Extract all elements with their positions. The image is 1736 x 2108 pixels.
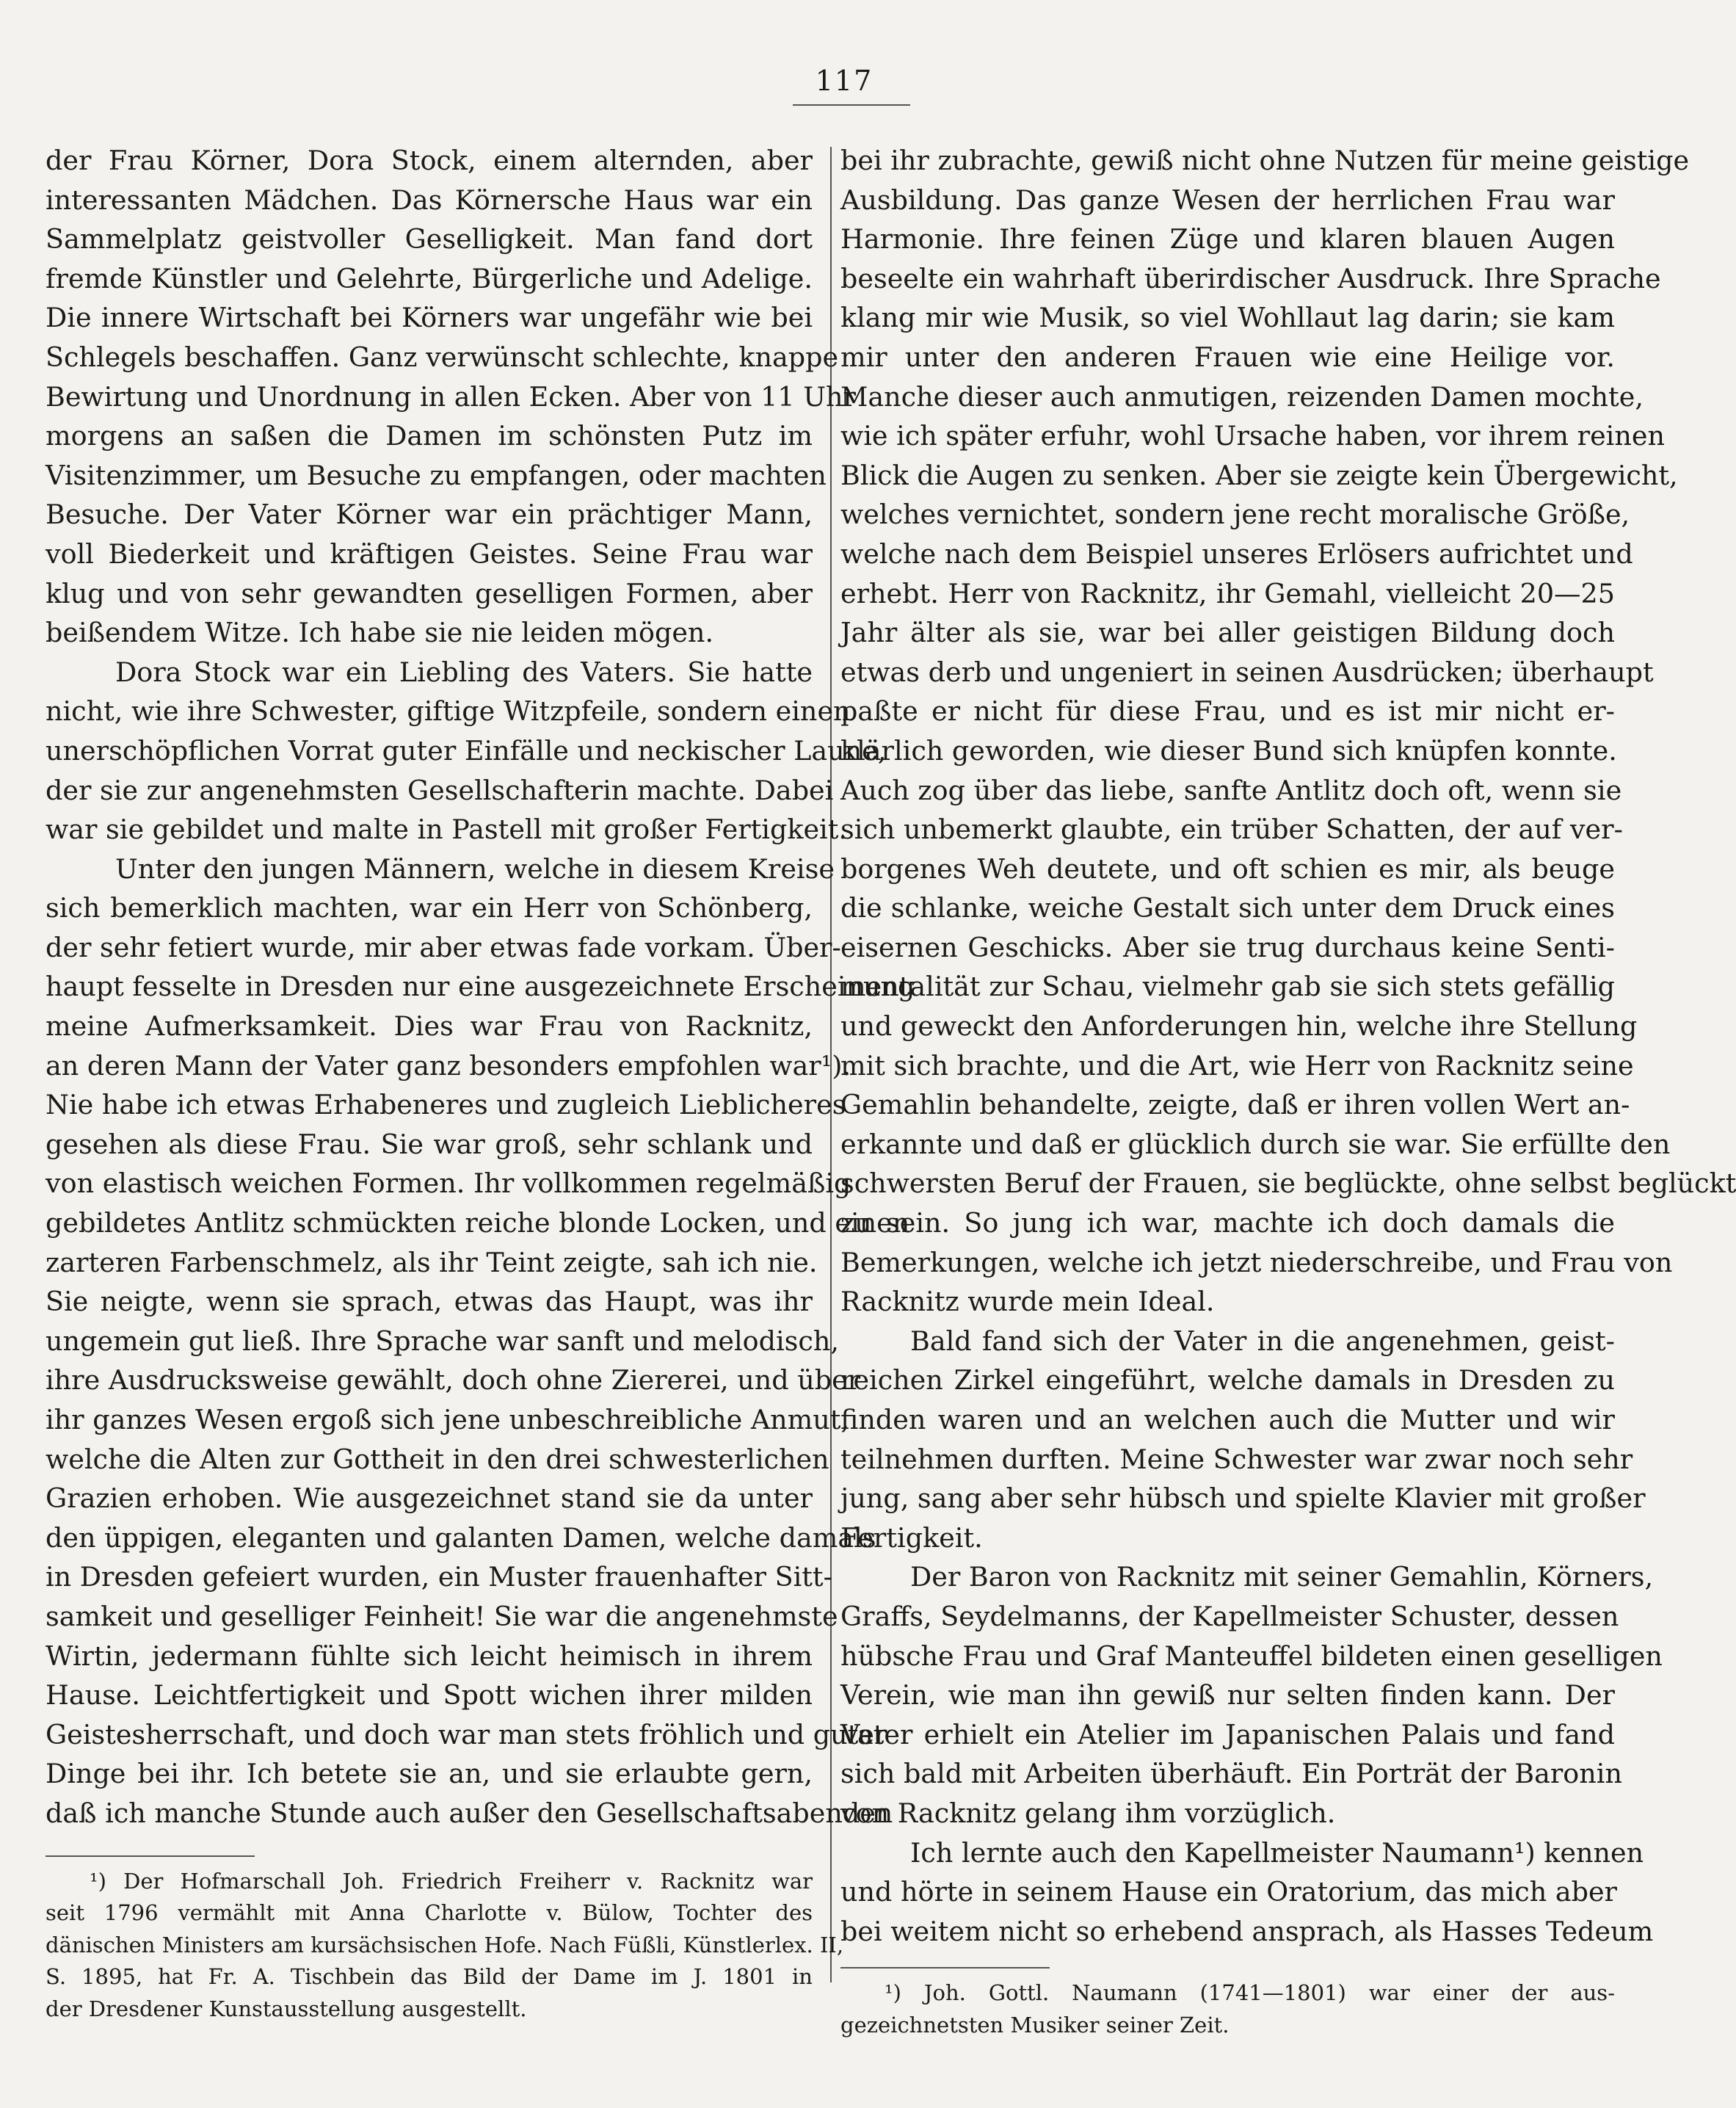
text-line: der Frau Körner, Dora Stock, einem alternden, aber bbox=[46, 145, 813, 176]
text-line: borgenes Weh deutete, und oft schien es mir, als beuge bbox=[840, 852, 1615, 885]
text-line: mentalität zur Schau, vielmehr gab sie sich stets gefällig bbox=[840, 971, 1615, 1003]
text-line: ihr ganzes Wesen ergoß sich jene unbeschreibliche Anmut, bbox=[46, 1404, 850, 1435]
text-line: war sie gebildet und malte in Pastell mit großer Fertigkeit. bbox=[46, 814, 848, 846]
text-line: ungemein gut ließ. Ihre Sprache war sanft und melodisch, bbox=[46, 1325, 839, 1357]
text-line: und geweckt den Anforderungen hin, welche ihre Stellung bbox=[840, 1010, 1638, 1043]
text-line: und hörte in seinem Hause ein Oratorium, das mich aber bbox=[840, 1876, 1618, 1908]
text-line: haupt fesselte in Dresden nur eine ausgezeichnete Erscheinung bbox=[46, 971, 915, 1003]
text-line: Bemerkungen, welche ich jetzt niederschreibe, und Frau von bbox=[840, 1246, 1673, 1278]
page-number-rule bbox=[793, 104, 910, 106]
text-line: den üppigen, eleganten und galanten Damen, welche damals bbox=[46, 1521, 876, 1554]
text-line: der sie zur angenehmsten Gesellschafterin machte. Dabei bbox=[46, 774, 834, 806]
text-line: von elastisch weichen Formen. Ihr vollkommen regelmäßig bbox=[46, 1167, 851, 1200]
text-line: an deren Mann der Vater ganz besonders empfohlen war¹). bbox=[46, 1049, 851, 1082]
right-column bbox=[840, 141, 1736, 2041]
text-line: von Racknitz gelang ihm vorzüglich. bbox=[840, 1797, 1336, 1829]
text-line: Bald fand sich der Vater in die angenehmen, geist- bbox=[910, 1325, 1615, 1357]
footnote-line: S. 1895, hat Fr. A. Tischbein das Bild der Dame im J. 1801 in bbox=[46, 1964, 813, 1990]
text-line: morgens an saßen die Damen im schönsten Putz im bbox=[46, 420, 813, 452]
text-line: Hause. Leichtfertigkeit und Spott wichen ihrer milden bbox=[46, 1679, 813, 1712]
text-line: zu sein. So jung ich war, machte ich doch damals die bbox=[840, 1207, 1615, 1239]
text-line: voll Biederkeit und kräftigen Geistes. Seine Frau war bbox=[46, 537, 813, 570]
text-line: klug und von sehr gewandten geselligen Formen, aber bbox=[46, 577, 813, 609]
text-line: teilnehmen durften. Meine Schwester war zwar noch sehr bbox=[840, 1443, 1633, 1475]
footnote-line: gezeichnetsten Musiker seiner Zeit. bbox=[840, 2012, 1230, 2038]
text-line: interessanten Mädchen. Das Körnersche Haus war ein bbox=[46, 184, 813, 216]
text-line: erhebt. Herr von Racknitz, ihr Gemahl, vielleicht 20—25 bbox=[840, 577, 1615, 609]
text-line: Gemahlin behandelte, zeigte, daß er ihren vollen Wert an- bbox=[840, 1089, 1630, 1121]
text-line: Unter den jungen Männern, welche in diesem Kreise bbox=[115, 852, 835, 885]
text-line: Graffs, Seydelmanns, der Kapellmeister Schuster, dessen bbox=[840, 1600, 1619, 1632]
text-line: etwas derb und ungeniert in seinen Ausdrücken; überhaupt bbox=[840, 656, 1654, 688]
text-line: meine Aufmerksamkeit. Dies war Frau von Racknitz, bbox=[46, 1010, 813, 1043]
text-line: Nie habe ich etwas Erhabeneres und zugleich Lieblicheres bbox=[46, 1089, 846, 1121]
text-line: Verein, wie man ihn gewiß nur selten finden kann. Der bbox=[840, 1679, 1615, 1712]
text-line: paßte er nicht für diese Frau, und es ist mir nicht er- bbox=[840, 695, 1615, 728]
text-line: Vater erhielt ein Atelier im Japanischen Palais und fand bbox=[840, 1718, 1615, 1750]
text-line: Der Baron von Racknitz mit seiner Gemahlin, Körners, bbox=[910, 1561, 1654, 1593]
text-line: schwersten Beruf der Frauen, sie beglückte, ohne selbst beglückt bbox=[840, 1167, 1736, 1200]
text-line: Bewirtung und Unordnung in allen Ecken. Aber von 11 Uhr bbox=[46, 380, 856, 413]
text-line: Die innere Wirtschaft bei Körners war ungefähr wie bei bbox=[46, 302, 813, 334]
text-line: Wirtin, jedermann fühlte sich leicht heimisch in ihrem bbox=[46, 1640, 813, 1672]
footnote-line: dänischen Ministers am kursächsischen Hofe. Nach Füßli, Künstlerlex. II, bbox=[46, 1932, 844, 1957]
text-line: finden waren und an welchen auch die Mutter und wir bbox=[840, 1404, 1615, 1435]
text-line: bei weitem nicht so erhebend ansprach, als Hasses Tedeum bbox=[840, 1915, 1654, 1947]
page-number: 117 bbox=[815, 65, 874, 97]
text-line: jung, sang aber sehr hübsch und spielte Klavier mit großer bbox=[840, 1482, 1646, 1515]
text-line: Schlegels beschaffen. Ganz verwünscht schlechte, knappe bbox=[46, 341, 839, 373]
footnote-rule bbox=[840, 1967, 1050, 1968]
text-line: Harmonie. Ihre feinen Züge und klaren blauen Augen bbox=[840, 223, 1615, 256]
text-line: beseelte ein wahrhaft überirdischer Ausdruck. Ihre Sprache bbox=[840, 262, 1661, 294]
text-line: Sie neigte, wenn sie sprach, etwas das Haupt, was ihr bbox=[46, 1286, 813, 1318]
text-line: zarteren Farbenschmelz, als ihr Teint zeigte, sah ich nie. bbox=[46, 1246, 818, 1278]
text-line: daß ich manche Stunde auch außer den Gesellschaftsabenden bbox=[46, 1797, 893, 1829]
left-column bbox=[46, 141, 915, 2025]
text-line: reichen Zirkel eingeführt, welche damals in Dresden zu bbox=[840, 1364, 1615, 1397]
text-line: mir unter den anderen Frauen wie eine Heilige vor. bbox=[840, 341, 1615, 373]
text-line: samkeit und geselliger Feinheit! Sie war die angenehmste bbox=[46, 1600, 838, 1632]
text-line: mit sich brachte, und die Art, wie Herr von Racknitz seine bbox=[840, 1049, 1634, 1082]
footnote-line: ¹) Der Hofmarschall Joh. Friedrich Freiherr v. Racknitz war bbox=[90, 1868, 813, 1894]
text-line: Visitenzimmer, um Besuche zu empfangen, oder machten bbox=[46, 459, 827, 491]
text-line: welche nach dem Beispiel unseres Erlösers aufrichtet und bbox=[840, 537, 1633, 570]
text-line: hübsche Frau und Graf Manteuffel bildeten einen geselligen bbox=[840, 1640, 1663, 1672]
text-line: Jahr älter als sie, war bei aller geistigen Bildung doch bbox=[840, 617, 1615, 649]
text-line: Racknitz wurde mein Ideal. bbox=[840, 1286, 1215, 1318]
text-line: Grazien erhoben. Wie ausgezeichnet stand sie da unter bbox=[46, 1482, 813, 1515]
text-line: Geistesherrschaft, und doch war man stets fröhlich und guter bbox=[46, 1718, 887, 1750]
text-line: Sammelplatz geistvoller Geselligkeit. Man fand dort bbox=[46, 223, 813, 256]
text-line: ihre Ausdrucksweise gewählt, doch ohne Ziererei, und über bbox=[46, 1364, 861, 1397]
text-line: eisernen Geschicks. Aber sie trug durchaus keine Senti- bbox=[840, 931, 1615, 963]
text-line: welche die Alten zur Gottheit in den drei schwesterlichen bbox=[46, 1443, 829, 1475]
text-line: Ausbildung. Das ganze Wesen der herrlichen Frau war bbox=[840, 184, 1615, 216]
footnote-line: seit 1796 vermählt mit Anna Charlotte v. Bülow, Tochter des bbox=[46, 1900, 813, 1926]
text-line: Besuche. Der Vater Körner war ein prächtiger Mann, bbox=[46, 499, 813, 531]
text-line: klärlich geworden, wie dieser Bund sich knüpfen konnte. bbox=[840, 734, 1617, 767]
text-line: bei ihr zubrachte, gewiß nicht ohne Nutzen für meine geistige bbox=[840, 145, 1690, 176]
text-line: sich unbemerkt glaubte, ein trüber Schatten, der auf ver- bbox=[840, 814, 1623, 846]
text-line: Blick die Augen zu senken. Aber sie zeigte kein Übergewicht, bbox=[840, 459, 1678, 491]
text-line: Ich lernte auch den Kapellmeister Naumann¹) kennen bbox=[910, 1836, 1644, 1869]
text-line: gebildetes Antlitz schmückten reiche blonde Locken, und einen bbox=[46, 1207, 910, 1239]
text-line: die schlanke, weiche Gestalt sich unter dem Druck eines bbox=[840, 892, 1615, 924]
text-line: klang mir wie Musik, so viel Wohllaut lag darin; sie kam bbox=[840, 302, 1615, 334]
text-line: fremde Künstler und Gelehrte, Bürgerliche und Adelige. bbox=[46, 262, 813, 294]
text-line: beißendem Witze. Ich habe sie nie leiden mögen. bbox=[46, 617, 714, 649]
text-line: nicht, wie ihre Schwester, giftige Witzpfeile, sondern einen bbox=[46, 695, 851, 728]
text-line: welches vernichtet, sondern jene recht moralische Größe, bbox=[840, 499, 1630, 531]
text-line: Manche dieser auch anmutigen, reizenden Damen mochte, bbox=[840, 380, 1644, 413]
text-line: gesehen als diese Frau. Sie war groß, sehr schlank und bbox=[46, 1128, 813, 1160]
text-line: in Dresden gefeiert wurden, ein Muster frauenhafter Sitt- bbox=[46, 1561, 832, 1593]
text-line: Fertigkeit. bbox=[840, 1521, 983, 1554]
text-line: Dinge bei ihr. Ich betete sie an, und sie erlaubte gern, bbox=[46, 1758, 813, 1790]
text-line: unerschöpflichen Vorrat guter Einfälle und neckischer Laune, bbox=[46, 734, 887, 767]
footnote-line: der Dresdener Kunstausstellung ausgestellt. bbox=[46, 1996, 527, 2021]
text-line: sich bald mit Arbeiten überhäuft. Ein Porträt der Baronin bbox=[840, 1758, 1622, 1790]
text-line: Dora Stock war ein Liebling des Vaters. Sie hatte bbox=[115, 656, 813, 688]
text-line: der sehr fetiert wurde, mir aber etwas fade vorkam. Über- bbox=[46, 931, 841, 963]
text-line: wie ich später erfuhr, wohl Ursache haben, vor ihrem reinen bbox=[840, 420, 1665, 452]
text-line: Auch zog über das liebe, sanfte Antlitz doch oft, wenn sie bbox=[840, 774, 1622, 806]
text-line: sich bemerklich machten, war ein Herr von Schönberg, bbox=[46, 892, 813, 924]
footnote-line: ¹) Joh. Gottl. Naumann (1741—1801) war einer der aus- bbox=[885, 1980, 1615, 2006]
footnote-rule bbox=[46, 1855, 255, 1857]
text-line: erkannte und daß er glücklich durch sie war. Sie erfüllte den bbox=[840, 1128, 1671, 1160]
